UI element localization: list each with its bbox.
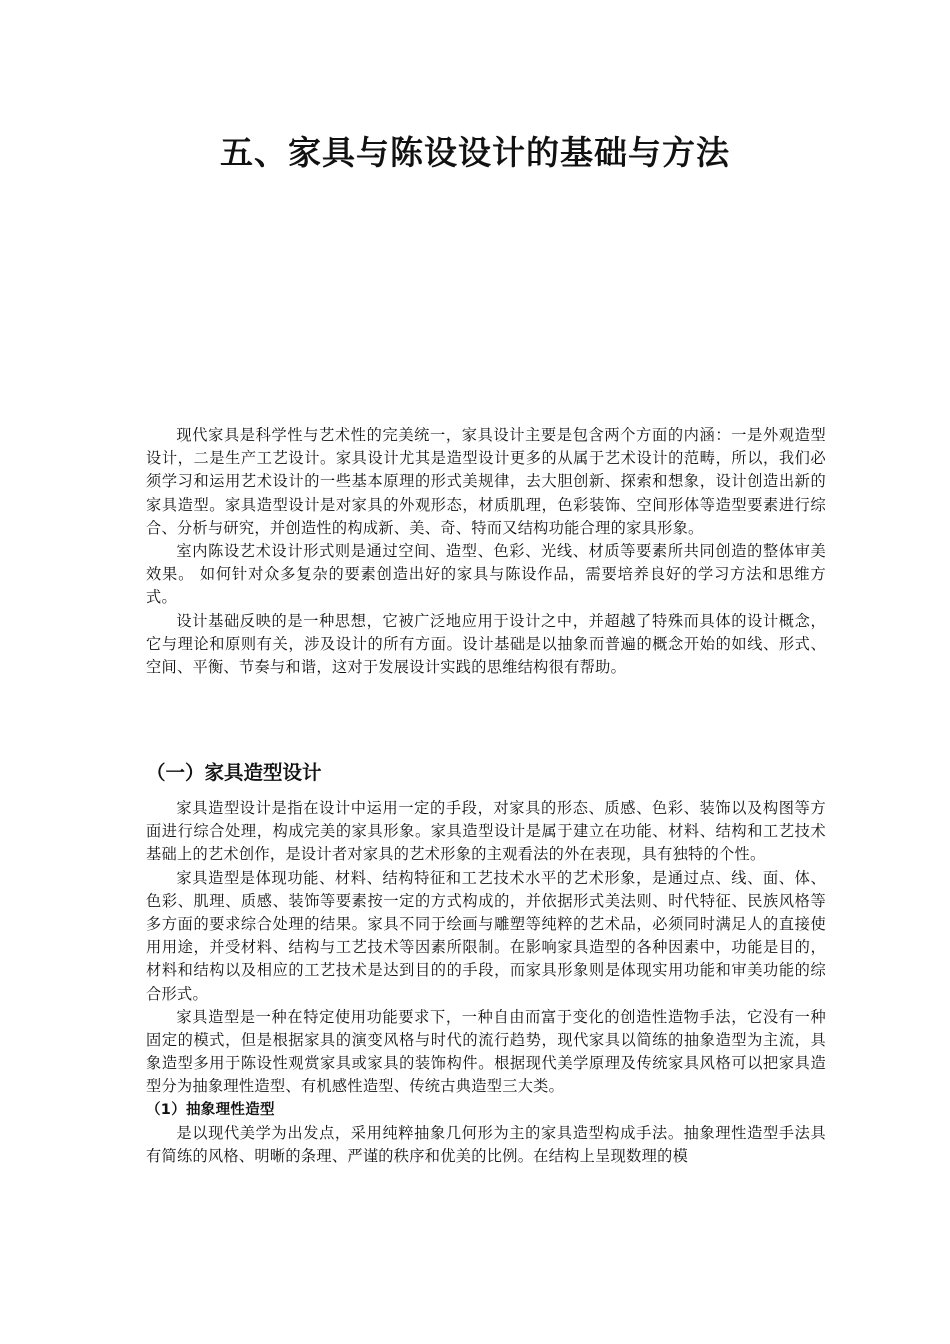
subheading-abstract-rational-form: （1）抽象理性造型 xyxy=(146,1101,275,1118)
section1-paragraph-2: 家具造型是体现功能、材料、结构特征和工艺技术水平的艺术形象，是通过点、线、面、体、色彩、肌理、质感、装饰等要素按一定的方式构成的，并依据形式美法则、时代特征、民族风格等多方面的要求综合处理的结果。家具不同于绘画与雕塑等纯粹的艺术品，必须同时满足人的直接使用用途，并受材料、结构与工艺技术等因素所限制。在影响家具造型的各种因素中，功能是目的，材料和结构以及相应的工艺技术是达到目的的手段，而家具形象则是体现实用功能和审美功能的综合形式。 xyxy=(146,868,826,1003)
intro-paragraph-2: 室内陈设艺术设计形式则是通过空间、造型、色彩、光线、材质等要素所共同创造的整体审美效果。 如何针对众多复杂的要素创造出好的家具与陈设作品，需要培养良好的学习方法和思维方式。 xyxy=(146,542,826,607)
subsection1-paragraph: 是以现代美学为出发点，采用纯粹抽象几何形为主的家具造型构成手法。抽象理性造型手法具有简练的风格、明晰的条理、严谨的秩序和优美的比例。在结构上呈现数理的模 xyxy=(146,1123,826,1166)
section1-paragraph-3: 家具造型是一种在特定使用功能要求下，一种自由而富于变化的创造性造物手法，它没有一种固定的模式，但是根据家具的演变风格与时代的流行趋势，现代家具以简练的抽象造型为主流，具象造型多用于陈设性观赏家具或家具的装饰构件。根据现代美学原理及传统家具风格可以把家具造型分为抽象理性造型、有机感性造型、传统古典造型三大类。 xyxy=(146,1007,826,1096)
section-heading-furniture-form-design: （一）家具造型设计 xyxy=(146,761,322,784)
intro-paragraph-3: 设计基础反映的是一种思想，它被广泛地应用于设计之中，并超越了特殊而具体的设计概念，它与理论和原则有关，涉及设计的所有方面。设计基础是以抽象而普遍的概念开始的如线、形式、空间、平衡、节奏与和谐，这对于发展设计实践的思维结构很有帮助。 xyxy=(146,611,826,677)
page-title: 五、家具与陈设设计的基础与方法 xyxy=(220,133,730,172)
intro-section xyxy=(146,424,826,679)
intro-paragraph-1: 现代家具是科学性与艺术性的完美统一，家具设计主要是包含两个方面的内涵：一是外观造型设计，二是生产工艺设计。家具设计尤其是造型设计更多的从属于艺术设计的范畴，所以，我们必须学习和运用艺术设计的一些基本原理的形式美规律，去大胆创新、探索和想象，设计创造出新的家具造型。家具造型设计是对家具的外观形态，材质肌理，色彩装饰、空间形体等造型要素进行综合、分析与研究，并创造性的构成新、美、奇、特而又结构功能合理的家具形象。 xyxy=(146,426,826,537)
section1-paragraph-1: 家具造型设计是指在设计中运用一定的手段，对家具的形态、质感、色彩、装饰以及构图等方面进行综合处理，构成完美的家具形象。家具造型设计是属于建立在功能、材料、结构和工艺技术基础上的艺术创作，是设计者对家具的艺术形象的主观看法的外在表现，具有独特的个性。 xyxy=(146,799,826,864)
section1-body xyxy=(146,797,826,1168)
